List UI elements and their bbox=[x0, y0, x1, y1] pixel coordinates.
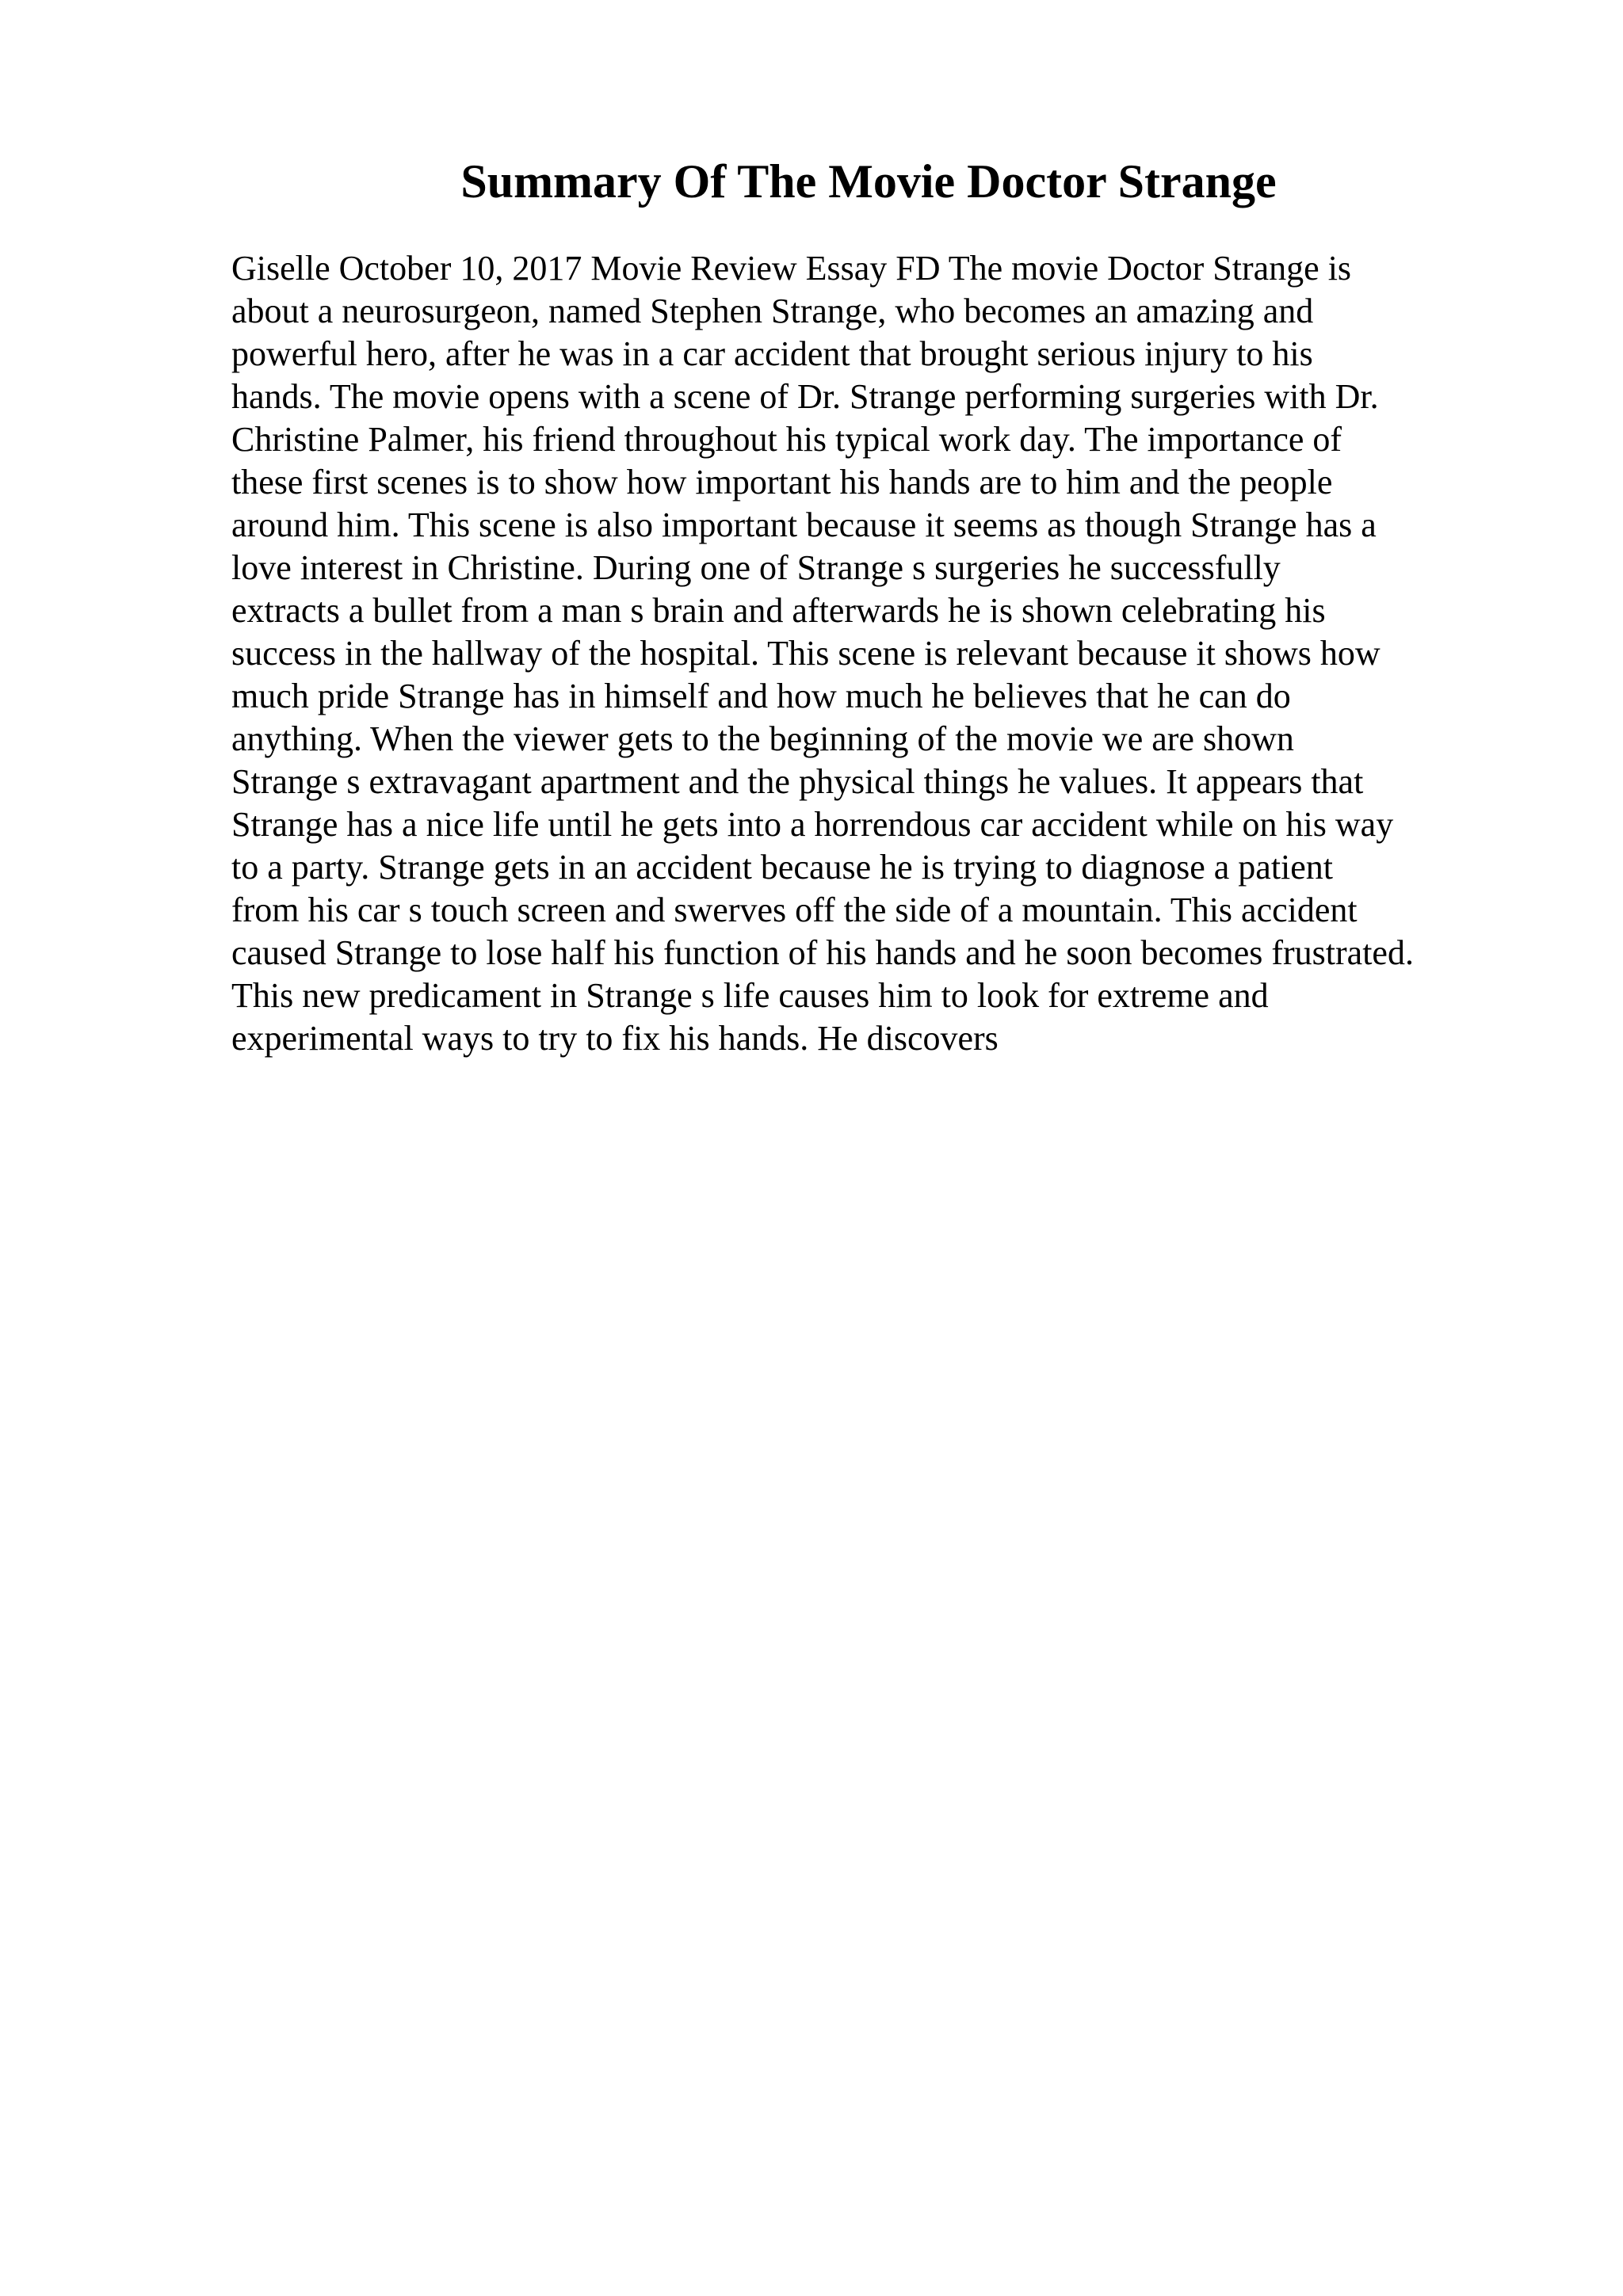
body-line: This new predicament in Strange s life causes him to look for extreme and bbox=[231, 976, 1269, 1015]
body-line: success in the hallway of the hospital. This scene is relevant because it shows how bbox=[231, 634, 1381, 673]
body-line: powerful hero, after he was in a car accident that brought serious injury to his bbox=[231, 334, 1313, 373]
body-line: hands. The movie opens with a scene of Dr. Strange performing surgeries with Dr. bbox=[231, 377, 1379, 416]
body-line: Strange has a nice life until he gets into a horrendous car accident while on his way bbox=[231, 805, 1394, 844]
body-line: from his car s touch screen and swerves off the side of a mountain. This accident bbox=[231, 891, 1358, 929]
body-line: extracts a bullet from a man s brain and afterwards he is shown celebrating his bbox=[231, 591, 1326, 630]
body-line: caused Strange to lose half his function of his hands and he soon becomes frustrated. bbox=[231, 933, 1414, 972]
body-line: Christine Palmer, his friend throughout his typical work day. The importance of bbox=[231, 420, 1342, 459]
document-title: Summary Of The Movie Doctor Strange bbox=[460, 155, 1277, 208]
body-line: about a neurosurgeon, named Stephen Strange, who becomes an amazing and bbox=[231, 292, 1314, 330]
body-line: much pride Strange has in himself and how much he believes that he can do bbox=[231, 677, 1291, 715]
document-body bbox=[231, 247, 1499, 1060]
body-line: Strange s extravagant apartment and the physical things he values. It appears that bbox=[231, 762, 1364, 801]
body-line: Giselle October 10, 2017 Movie Review Essay FD The movie Doctor Strange is bbox=[231, 249, 1352, 288]
body-line: these first scenes is to show how important his hands are to him and the people bbox=[231, 463, 1333, 502]
body-line: love interest in Christine. During one of Strange s surgeries he successfully bbox=[231, 548, 1281, 587]
body-line: to a party. Strange gets in an accident because he is trying to diagnose a patient bbox=[231, 848, 1334, 887]
body-line: experimental ways to try to fix his hands. He discovers bbox=[231, 1019, 999, 1058]
body-line: around him. This scene is also important because it seems as though Strange has a bbox=[231, 505, 1377, 544]
body-line: anything. When the viewer gets to the beginning of the movie we are shown bbox=[231, 719, 1294, 758]
